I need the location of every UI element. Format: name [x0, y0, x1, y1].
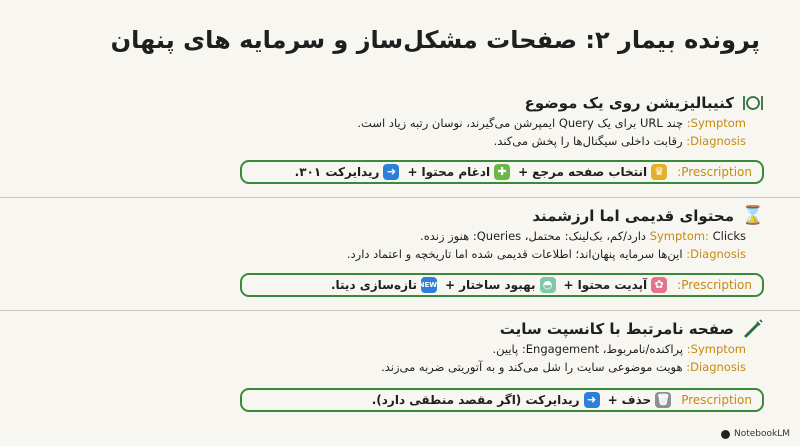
- symptom-text: چند URL برای یک Query ایمپرشن می‌گیرند، نوسان رتبه زیاد است.: [357, 116, 684, 130]
- diagnosis-label: Diagnosis:: [686, 247, 746, 261]
- divider: [0, 197, 800, 198]
- puzzle-icon: ✚: [494, 164, 510, 180]
- rx-plus: +: [563, 278, 574, 292]
- soap-icon: ◓: [540, 277, 556, 293]
- divider: [0, 310, 800, 311]
- prescription-box: [240, 160, 764, 184]
- prescription-box: [240, 388, 764, 412]
- rx-plus: +: [607, 393, 618, 407]
- symptom-line: [240, 340, 746, 358]
- rx-part: ریدایرکت (اگر مقصد منطقی دارد).: [371, 393, 580, 407]
- diagnosis-text: رقابت داخلی سیگنال‌ها را پخش می‌کند.: [493, 134, 683, 148]
- section-cannibalization: [240, 92, 764, 179]
- brain-icon: ✿: [651, 277, 667, 293]
- symptom-label: Symptom:: [649, 229, 709, 243]
- rx-part: حذف: [621, 393, 652, 407]
- page-title: پرونده بیمار ۲: صفحات مشکل‌ساز و سرمایه های پنهان: [110, 26, 760, 54]
- section-heading: محتوای قدیمی اما ارزشمند: [532, 207, 734, 225]
- section-heading: صفحه نامرتبط با کانسپت سایت: [499, 320, 734, 338]
- rx-part: بهبود ساختار: [459, 278, 536, 292]
- section-old-content: [240, 205, 765, 292]
- crown-icon: ♛: [651, 164, 667, 180]
- fork-plate-icon: [742, 92, 764, 114]
- diagnosis-text: این‌ها سرمایه پنهان‌اند؛ اطلاعات قدیمی شده اما تاریخچه و اعتماد دارد.: [346, 247, 683, 261]
- prescription-label: Prescription: [681, 393, 752, 407]
- prescription-label: Prescription:: [677, 165, 752, 179]
- prescription-label: Prescription:: [677, 278, 752, 292]
- diagnosis-text: هویت موضوعی سایت را شل می‌کند و به آتوریتی ضربه می‌زند.: [381, 360, 683, 374]
- trash-icon: 🗑: [656, 393, 671, 406]
- symptom-line: [240, 114, 746, 132]
- diagnosis-label: Diagnosis:: [686, 360, 746, 374]
- rx-plus: +: [407, 165, 418, 179]
- rx-part: تازه‌سازی دیتا.: [330, 278, 417, 292]
- rx-plus: +: [445, 278, 456, 292]
- prescription-box: [240, 273, 764, 297]
- arrow-right-icon: ➜: [584, 392, 600, 408]
- symptom-text: پراکنده/نامربوط، Engagement: پایین.: [492, 342, 684, 356]
- symptom-line: [240, 227, 746, 245]
- diagnosis-line: [240, 132, 746, 150]
- rx-part: انتخاب صفحه مرجع: [532, 165, 648, 179]
- new-badge-icon: NEW: [421, 277, 437, 293]
- section-heading: کنیبالیزیشن روی یک موضوع: [524, 94, 734, 112]
- hourglass-icon: ⌛: [741, 205, 765, 226]
- section-irrelevant-page: [240, 318, 764, 407]
- rx-part: ادغام محتوا: [421, 165, 491, 179]
- diagnosis-line: [240, 245, 746, 263]
- brand-watermark: [721, 429, 790, 439]
- symptom-label: Symptom:: [686, 342, 746, 356]
- diagnosis-label: Diagnosis:: [686, 134, 746, 148]
- symptom-label: Symptom:: [686, 116, 746, 130]
- notebooklm-logo-icon: [721, 430, 730, 439]
- syringe-icon: [742, 318, 764, 340]
- arrow-right-icon: ➜: [383, 164, 399, 180]
- rx-part: آپدیت محتوا: [577, 278, 648, 292]
- brand-text: NotebookLM: [733, 429, 790, 439]
- diagnosis-line: [240, 358, 746, 376]
- rx-plus: +: [518, 165, 529, 179]
- rx-part: ریدایرکت ۳۰۱.: [294, 165, 380, 179]
- symptom-text: Clicks دارد/کم، بک‌لینک: محتمل، Queries: هنوز زنده.: [420, 229, 746, 243]
